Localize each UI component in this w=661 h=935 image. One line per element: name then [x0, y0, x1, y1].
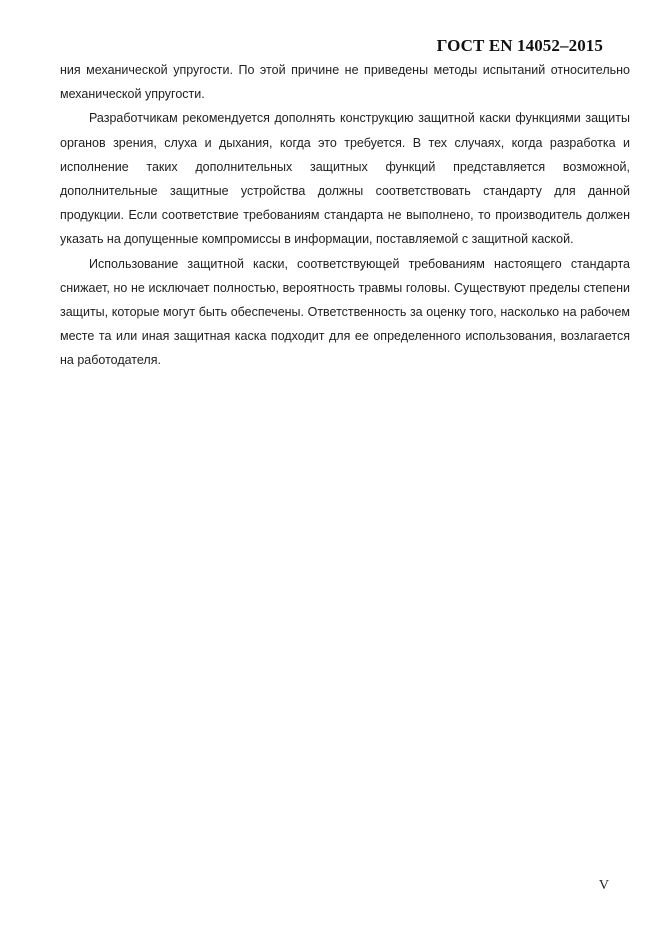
paragraph-recommendation: Разработчикам рекомендуется дополнять конструкцию защитной каски функциями защиты органов зрения, слуха и дыхания, когда это требуется. В тех случаях, когда разработка и исполнение таких дополнительных защитных функций представляется возможной, дополнительные защитные устройства должны соответствовать стандарту для данной продукции. Если соответствие требованиям стандарта не выполнено, то производитель должен указать на допущенные компромиссы в информации, поставляемой с защитной каской.: [60, 111, 630, 247]
standard-code-header: ГОСТ EN 14052–2015: [436, 36, 603, 55]
body-text: [60, 58, 630, 373]
paragraph-responsibility: Использование защитной каски, соответствующей требованиям настоящего стандарта снижает, но не исключает полностью, вероятность травмы головы. Существуют пределы степени защиты, которые могут быть обеспечены. Ответственность за оценку того, насколько на рабочем месте та или иная защитная каска подходит для ее определенного использования, возлагается на работодателя.: [60, 256, 630, 368]
paragraph-continuation: ния механической упругости. По этой причине не приведены методы испытаний относительно механической упругости.: [60, 63, 630, 102]
page-number: V: [598, 878, 609, 893]
